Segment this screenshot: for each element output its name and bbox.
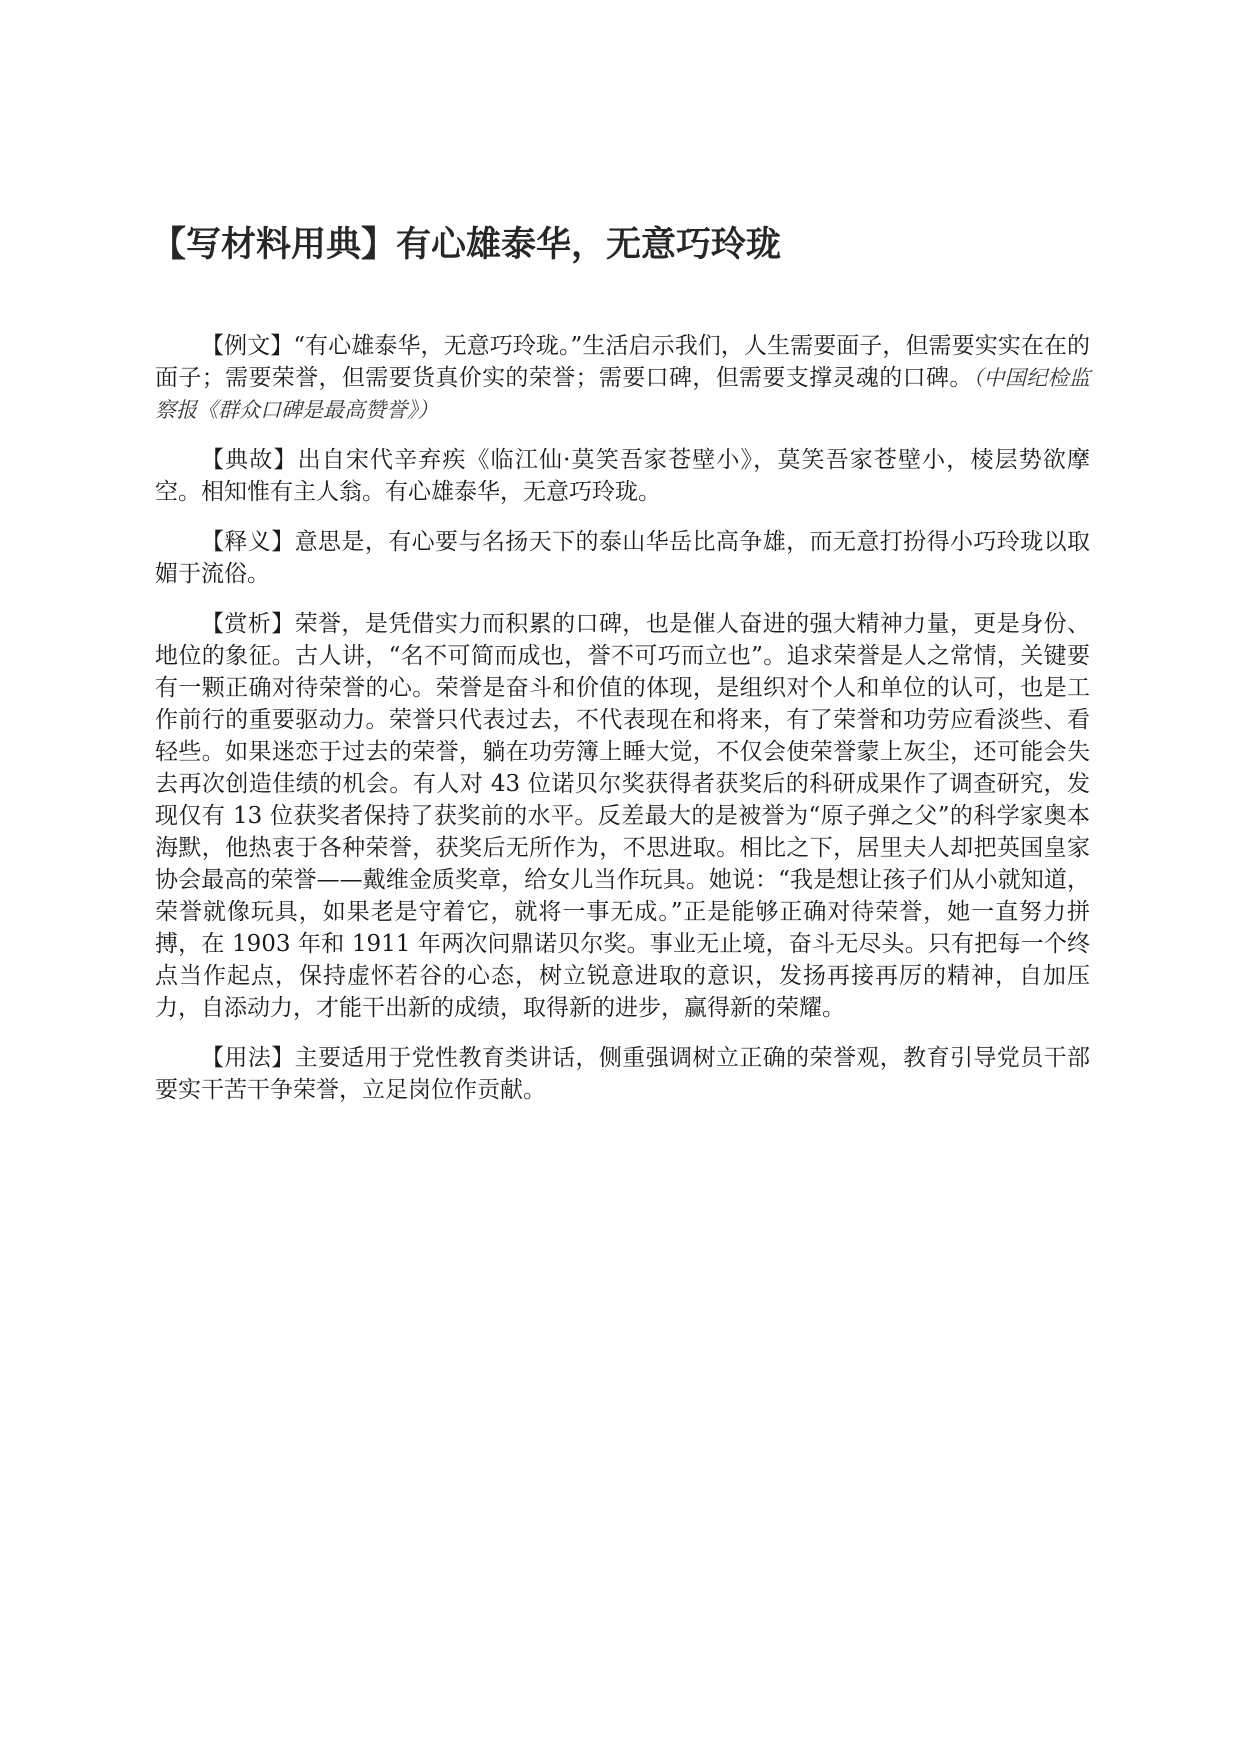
paragraph-example [155,330,1090,426]
paragraph-meaning [155,526,1090,590]
document-title: 【写材料用典】有心雄泰华，无意巧玲珑 [151,225,782,265]
paragraph-allusion [155,444,1090,508]
paragraph-usage [155,1042,1090,1106]
section-text-allusion: 出自宋代辛弃疾《临江仙·莫笑吾家苍壁小》，莫笑吾家苍壁小，棱层势欲摩空。相知惟有主人翁。有心雄泰华，无意巧玲珑。 [155,447,1091,505]
section-tag-analysis: 【赏析】 [201,611,295,637]
section-text-usage: 主要适用于党性教育类讲话，侧重强调树立正确的荣誉观，教育引导党员干部要实干苦干争荣誉，立足岗位作贡献。 [155,1045,1091,1103]
section-text-meaning: 意思是，有心要与名扬天下的泰山华岳比高争雄，而无意打扮得小巧玲珑以取媚于流俗。 [155,529,1091,587]
paragraph-analysis [155,608,1090,1024]
section-tag-usage: 【用法】 [201,1045,295,1071]
section-tag-example: 【例文】 [201,333,294,359]
section-tag-allusion: 【典故】 [201,447,298,473]
source-citation: （中国纪检监察报《群众口碑是最高赞誉》） [155,366,1090,422]
section-text-analysis: 荣誉，是凭借实力而积累的口碑，也是催人奋进的强大精神力量，更是身份、地位的象征。古人讲，“名不可简而成也，誉不可巧而立也”。追求荣誉是人之常情，关键要有一颗正确对待荣誉的心。荣誉是奋斗和价值的体现，是组织对个人和单位的认可，也是工作前行的重要驱动力。荣誉只代表过去，不代表现在和将来，有了荣誉和功劳应看淡些、看轻些。如果迷恋于过去的荣誉，躺在功劳簿上睡大觉，不仅会使荣誉蒙上灰尘，还可能会失去再次创造佳绩的机会。有人对 43 位诺贝尔奖获得者获奖后的科研成果作了调查研究，发现仅有 13 位获奖者保持了获奖前的水平。反差最大的是被誉为“原子弹之父”的科学家奥本海默，他热衷于各种荣誉，获奖后无所作为，不思进取。相比之下，居里夫人却把英国皇家协会最高的荣誉——戴维金质奖章，给女儿当作玩具。她说：“我是想让孩子们从小就知道，荣誉就像玩具，如果老是守着它，就将一事无成。”正是能够正确对待荣誉，她一直努力拼搏，在 1903 年和 1911 年两次问鼎诺贝尔奖。事业无止境，奋斗无尽头。只有把每一个终点当作起点，保持虚怀若谷的心态，树立锐意进取的意识，发扬再接再厉的精神，自加压力，自添动力，才能干出新的成绩，取得新的进步，赢得新的荣耀。 [155,611,1091,1021]
section-tag-meaning: 【释义】 [201,529,295,555]
document-page [151,216,1091,1124]
section-text-example: “有心雄泰华，无意巧玲珑。”生活启示我们，人生需要面子，但需要实实在在的面子；需要荣誉，但需要货真价实的荣誉；需要口碑，但需要支撑灵魂的口碑。 [155,333,1090,391]
